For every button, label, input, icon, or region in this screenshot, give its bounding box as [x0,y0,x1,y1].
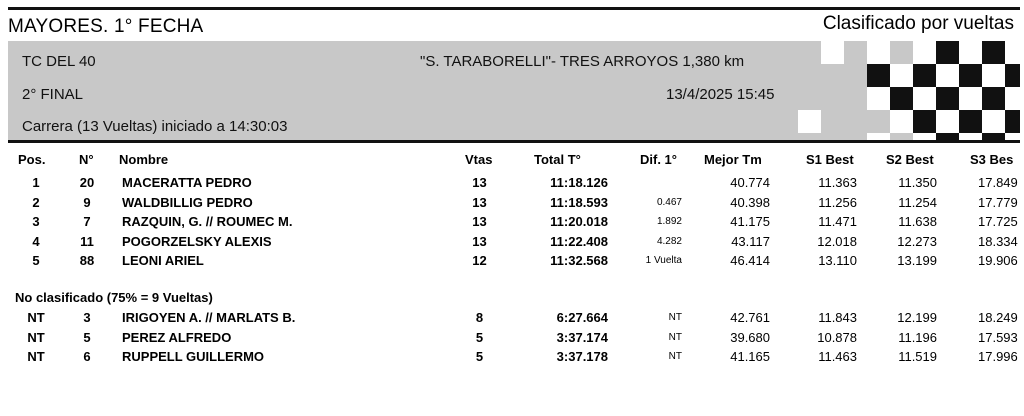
s2-cell: 12.273 [897,233,937,249]
s2-cell: 12.199 [897,310,937,325]
number-cell: 7 [83,214,91,229]
total-time-cell: 3:37.174 [556,329,608,345]
s2-cell: 11.350 [898,175,937,190]
flag-square [867,41,890,64]
number-cell: 9 [83,194,91,210]
col-header-s1: S1 Best [806,152,854,167]
s2-cell: 11.519 [898,349,937,364]
flag-square [890,87,913,110]
diff-cell: NT [668,351,682,362]
diff-cell: 1 Vuelta [645,255,682,266]
pos-cell: 2 [32,194,40,210]
pos-cell: 5 [32,253,40,268]
s3-cell: 17.849 [978,175,1018,190]
s2-cell: 11.254 [898,194,937,210]
best-time-cell: 43.117 [731,233,770,249]
diff-cell: NT [668,331,682,343]
driver-name-cell: LEONI ARIEL [122,253,204,268]
flag-square [798,41,821,64]
s3-cell: 17.779 [978,194,1018,210]
flag-square [1005,87,1020,110]
driver-name-cell: MACERATTA PEDRO [122,175,252,190]
best-time-cell: 40.398 [730,194,770,210]
total-time-cell: 11:22.408 [550,233,608,249]
best-time-cell: 41.165 [730,349,770,364]
laps-cell: 13 [472,214,487,229]
diff-cell: 4.282 [656,235,682,247]
s3-cell: 17.725 [978,214,1018,229]
flag-square [798,110,821,133]
s1-cell: 11.363 [818,175,857,190]
flag-square [844,41,867,64]
datetime-label: 13/4/2025 15:45 [666,86,775,103]
s1-cell: 11.463 [818,349,857,364]
flag-square [959,110,982,133]
pos-cell: NT [27,329,45,345]
s1-cell: 11.471 [818,214,857,229]
classification-title: Clasificado por vueltas [822,13,1014,34]
flag-square [867,64,890,87]
race-info-label: Carrera (13 Vueltas) iniciado a 14:30:03 [22,118,288,135]
flag-square [890,110,913,133]
s3-cell: 18.249 [978,310,1018,325]
best-time-cell: 41.175 [730,214,770,229]
flag-square [936,110,959,133]
s1-cell: 12.018 [817,233,857,249]
best-time-cell: 46.414 [730,253,770,268]
laps-cell: 13 [472,194,487,210]
flag-square [913,41,936,64]
total-time-cell: 11:20.018 [550,214,608,229]
number-cell: 5 [83,329,91,345]
driver-name-cell: PEREZ ALFREDO [122,329,232,345]
s1-cell: 11.256 [818,194,857,210]
number-cell: 20 [79,175,95,190]
s2-cell: 11.638 [898,214,937,229]
flag-square [821,110,844,133]
total-time-cell: 11:18.126 [550,175,608,190]
best-time-cell: 40.774 [730,175,770,190]
col-header-pos: Pos. [18,152,46,167]
flag-square [959,87,982,110]
not-classified-title: No clasificado (75% = 9 Vueltas) [15,290,213,305]
category-label: TC DEL 40 [22,53,96,70]
flag-square [959,64,982,87]
s3-cell: 19.906 [978,253,1018,268]
flag-square [982,41,1005,64]
flag-square [821,64,844,87]
flag-square [1005,64,1020,87]
laps-cell: 5 [475,329,484,345]
diff-cell: 1.892 [656,216,682,227]
pos-cell: NT [27,310,45,325]
total-time-cell: 11:18.593 [550,194,608,210]
flag-square [936,87,959,110]
flag-square [821,41,844,64]
flag-square [867,87,890,110]
col-header-s3: S3 Bes [970,152,1014,167]
checkered-flag [798,41,1020,141]
pos-cell: 1 [32,175,40,190]
laps-cell: 13 [472,233,487,249]
top-rule [8,7,1020,10]
number-cell: 11 [80,233,94,249]
total-time-cell: 11:32.568 [550,253,608,268]
driver-name-cell: WALDBILLIG PEDRO [122,194,253,210]
laps-cell: 13 [472,175,487,190]
flag-square [1005,110,1020,133]
driver-name-cell: POGORZELSKY ALEXIS [122,233,272,249]
session-label: 2° FINAL [22,86,84,103]
header-band [8,41,1020,141]
flag-square [982,87,1005,110]
flag-square [844,87,867,110]
total-time-cell: 3:37.178 [556,349,608,364]
driver-name-cell: RAZQUIN, G. // ROUMEC M. [122,214,293,229]
flag-square [982,64,1005,87]
flag-square [821,87,844,110]
s1-cell: 10.878 [817,329,857,345]
col-header-name: Nombre [119,152,169,167]
event-title: MAYORES. 1° FECHA [8,16,204,37]
number-cell: 6 [83,349,91,364]
number-cell: 88 [79,253,95,268]
s3-cell: 18.334 [978,233,1018,249]
s2-cell: 11.196 [898,329,937,345]
s1-cell: 11.843 [818,310,857,325]
driver-name-cell: RUPPELL GUILLERMO [122,349,265,364]
flag-square [890,41,913,64]
pos-cell: NT [27,349,45,364]
flag-square [798,87,821,110]
flag-square [798,64,821,87]
s3-cell: 17.996 [978,349,1018,364]
col-header-num: N° [79,152,94,167]
best-time-cell: 42.761 [730,310,770,325]
flag-square [913,64,936,87]
total-time-cell: 6:27.664 [556,310,608,325]
col-header-laps: Vtas [465,152,493,167]
best-time-cell: 39.680 [730,329,770,345]
flag-square [867,110,890,133]
flag-square [936,41,959,64]
s3-cell: 17.593 [978,329,1018,345]
flag-square [959,41,982,64]
laps-cell: 8 [475,310,484,325]
flag-square [982,110,1005,133]
s1-cell: 13.110 [818,253,857,268]
col-header-diff: Dif. 1° [640,152,677,167]
diff-cell: NT [668,312,682,323]
flag-square [844,110,867,133]
laps-cell: 12 [472,253,487,268]
pos-cell: 3 [32,214,40,229]
s2-cell: 13.199 [897,253,937,268]
number-cell: 3 [83,310,91,325]
col-header-best: Mejor Tm [704,152,762,167]
driver-name-cell: IRIGOYEN A. // MARLATS B. [122,310,296,325]
flag-square [1005,41,1020,64]
pos-cell: 4 [32,233,40,249]
col-header-s2: S2 Best [886,152,934,167]
flag-square [890,64,913,87]
flag-square [913,110,936,133]
flag-square [936,64,959,87]
header-rule [8,140,1020,143]
laps-cell: 5 [475,349,484,364]
col-header-total: Total T° [534,152,581,167]
diff-cell: 0.467 [656,196,682,208]
flag-square [844,64,867,87]
circuit-label: "S. TARABORELLI"- TRES ARROYOS 1,380 km [420,53,745,70]
flag-square [913,87,936,110]
